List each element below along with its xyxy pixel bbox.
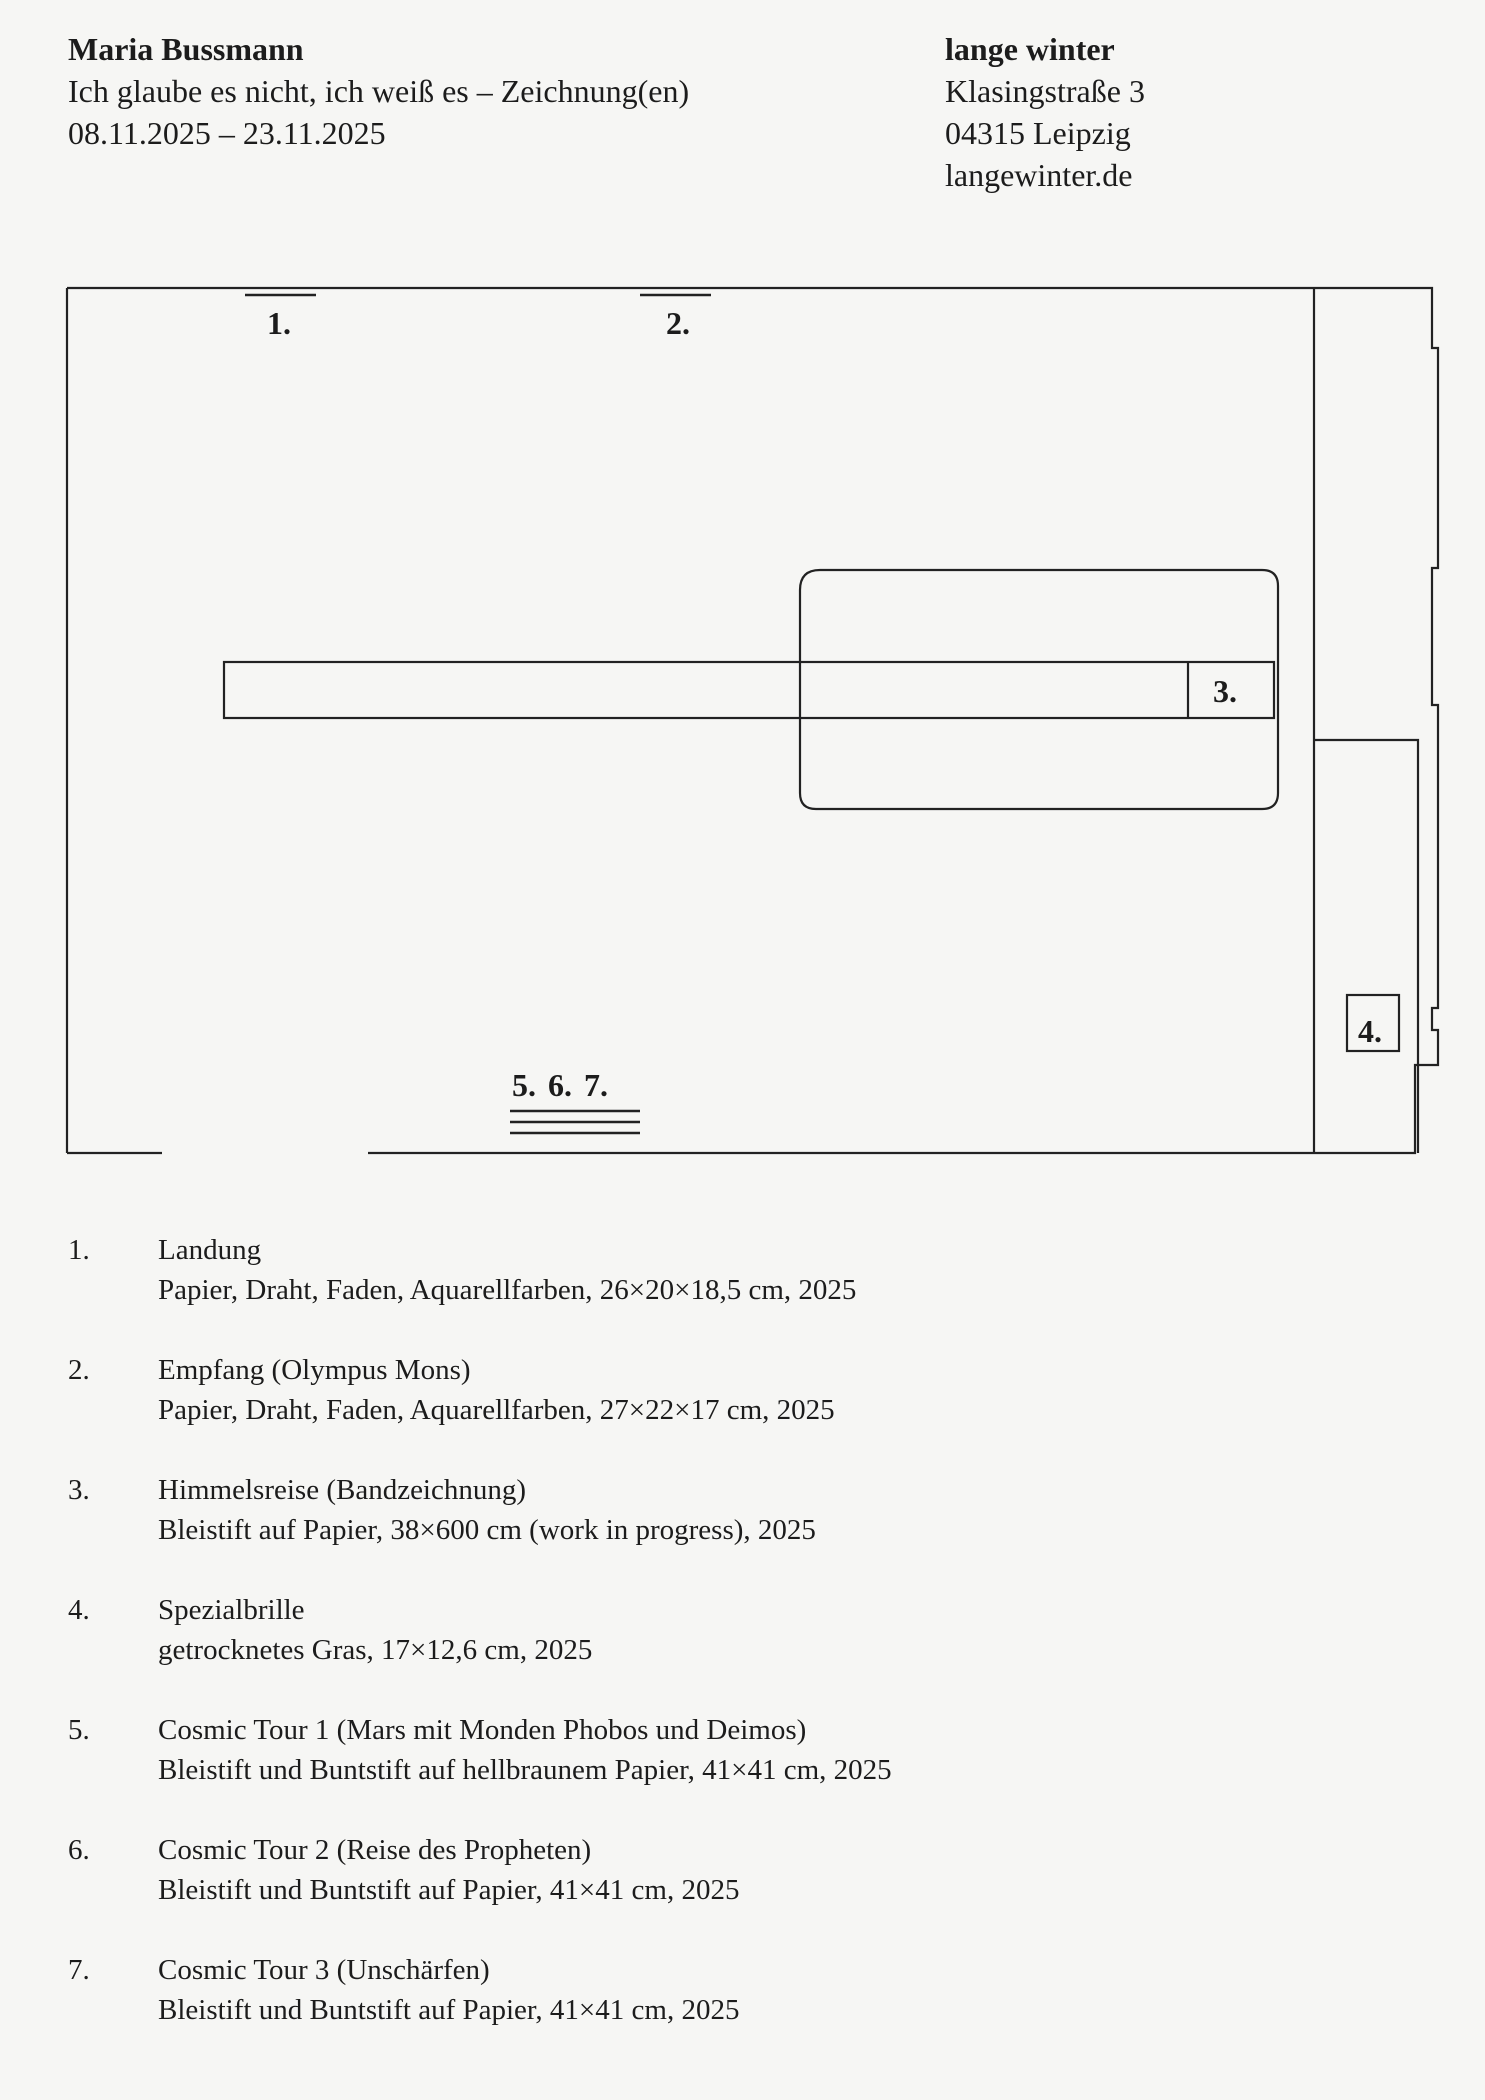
work-title: Cosmic Tour 1 (Mars mit Monden Phobos und Deimos) (158, 1714, 807, 1746)
work-title: Cosmic Tour 2 (Reise des Propheten) (158, 1834, 592, 1866)
work-details: Bleistift und Buntstift auf Papier, 41×41 cm, 2025 (158, 1994, 740, 2026)
plan-label-1: 1. (267, 305, 291, 341)
venue-city: 04315 Leipzig (945, 115, 1131, 151)
work-number: 4. (68, 1594, 90, 1626)
venue-street: Klasingstraße 3 (945, 73, 1145, 109)
plan-label-3: 3. (1213, 673, 1237, 709)
work-number: 5. (68, 1714, 90, 1746)
work-details: Bleistift auf Papier, 38×600 cm (work in progress), 2025 (158, 1514, 816, 1546)
work-number: 7. (68, 1954, 90, 1986)
work-number: 6. (68, 1834, 90, 1866)
wall-top (67, 288, 1438, 1153)
work-title: Empfang (Olympus Mons) (158, 1354, 471, 1386)
work-title: Himmelsreise (Bandzeichnung) (158, 1474, 527, 1506)
work-title: Landung (158, 1234, 262, 1266)
work-number: 1. (68, 1234, 90, 1266)
work-number: 2. (68, 1354, 90, 1386)
work-title: Spezialbrille (158, 1594, 305, 1626)
work-details: getrocknetes Gras, 17×12,6 cm, 2025 (158, 1634, 593, 1666)
work-details: Bleistift und Buntstift auf hellbraunem Papier, 41×41 cm, 2025 (158, 1754, 892, 1786)
exhibition-title: Ich glaube es nicht, ich weiß es – Zeichnung(en) (68, 73, 690, 109)
artist-name: Maria Bussmann (68, 31, 304, 67)
venue-name: lange winter (945, 31, 1115, 67)
band-drawing-table (224, 662, 1274, 718)
work-details: Papier, Draht, Faden, Aquarellfarben, 26×20×18,5 cm, 2025 (158, 1274, 857, 1306)
wall-right-step (1314, 740, 1418, 1153)
work-details: Bleistift und Buntstift auf Papier, 41×41 cm, 2025 (158, 1874, 740, 1906)
venue-website: langewinter.de (945, 157, 1133, 193)
plan-label-5-6-7: 5. 6. 7. (512, 1067, 608, 1103)
work-details: Papier, Draht, Faden, Aquarellfarben, 27×22×17 cm, 2025 (158, 1394, 835, 1426)
work-title: Cosmic Tour 3 (Unschärfen) (158, 1954, 490, 1986)
plan-label-4: 4. (1358, 1013, 1382, 1049)
exhibition-dates: 08.11.2025 – 23.11.2025 (68, 115, 386, 151)
work-number: 3. (68, 1474, 90, 1506)
platform-work-3 (800, 570, 1278, 809)
plan-label-2: 2. (666, 305, 690, 341)
